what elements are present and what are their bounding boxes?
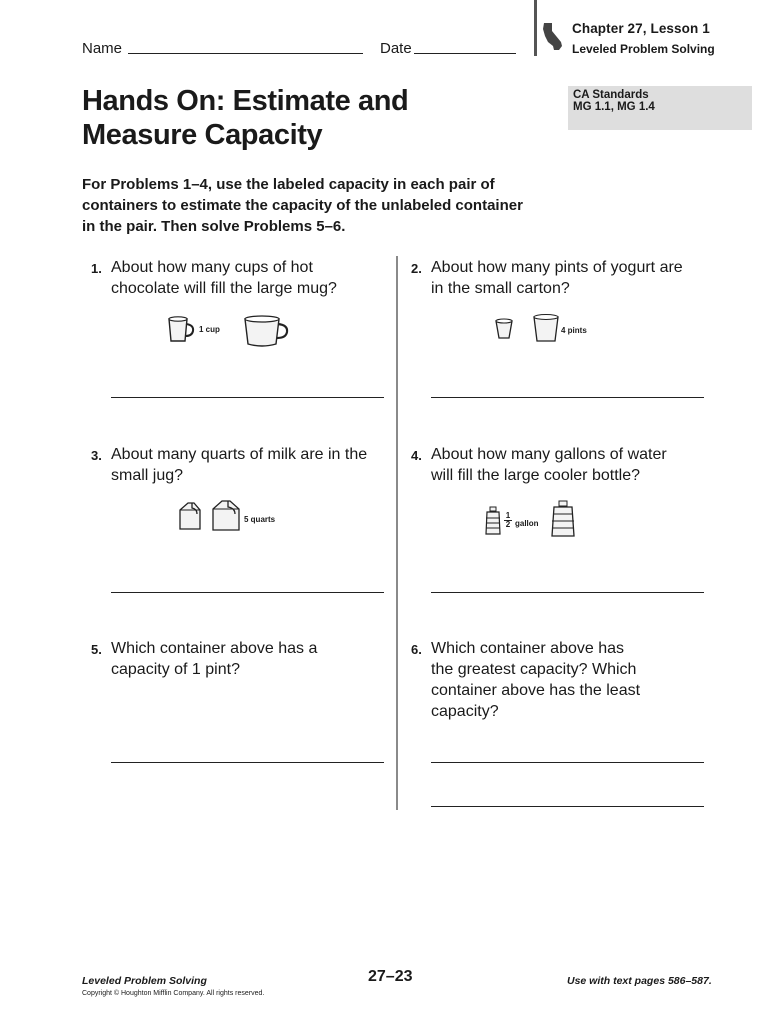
instructions-line-3: in the pair. Then solve Problems 5–6. xyxy=(82,218,346,235)
date-label: Date xyxy=(380,40,412,57)
problem-text-line: About how many pints of yogurt are xyxy=(431,259,683,276)
problem-text-line: capacity of 1 pint? xyxy=(111,661,240,678)
fraction-denominator: 2 xyxy=(505,520,511,529)
lesson-type: Leveled Problem Solving xyxy=(572,42,715,56)
half-fraction xyxy=(504,512,512,529)
problem-text xyxy=(111,638,317,680)
small-jug-icon xyxy=(176,500,204,532)
problem-text-line: small jug? xyxy=(111,467,184,484)
problem-number: 3. xyxy=(91,448,102,463)
problem-number: 1. xyxy=(91,261,102,276)
chapter-title: Chapter 27, Lesson 1 xyxy=(572,21,710,36)
problem-text-line: capacity? xyxy=(431,703,499,720)
problem-text-line: Which container above has xyxy=(431,640,624,657)
problem-text xyxy=(431,638,640,722)
answer-line-3[interactable] xyxy=(111,592,384,593)
problem-number: 5. xyxy=(91,642,102,657)
problem-text-line: Which container above has a xyxy=(111,640,318,657)
name-label: Name xyxy=(82,40,123,57)
california-state-icon xyxy=(542,22,564,52)
date-underline xyxy=(414,53,516,54)
ca-standards-box xyxy=(568,86,752,130)
problem-text-line: in the small carton? xyxy=(431,280,570,297)
instructions-line-2: containers to estimate the capacity of the unlabeled container xyxy=(82,197,523,214)
problem-text xyxy=(431,444,667,486)
problem-text xyxy=(111,257,337,299)
answer-line-1[interactable] xyxy=(111,397,384,398)
cup-mug-icon xyxy=(166,315,196,345)
name-field[interactable] xyxy=(82,40,122,57)
large-jug-icon xyxy=(209,498,243,533)
page-title-line-1: Hands On: Estimate and xyxy=(82,85,409,117)
problem-text-line: the greatest capacity? Which xyxy=(431,661,637,678)
cup-label: 1 cup xyxy=(199,325,220,334)
problem-text-line: About how many cups of hot xyxy=(111,259,313,276)
answer-line-5[interactable] xyxy=(111,762,384,763)
large-mug-icon xyxy=(242,314,290,348)
problem-text-line: will fill the large cooler bottle? xyxy=(431,467,640,484)
answer-line-6b[interactable] xyxy=(431,806,704,807)
carton-label: 4 pints xyxy=(561,326,587,335)
text-pages-reference: Use with text pages 586–587. xyxy=(567,975,712,987)
problem-number: 2. xyxy=(411,261,422,276)
small-carton-icon xyxy=(494,318,514,340)
large-carton-icon xyxy=(532,313,560,343)
ca-standards-title: CA Standards xyxy=(573,89,649,101)
answer-line-4[interactable] xyxy=(431,592,704,593)
name-underline xyxy=(128,53,363,54)
large-cooler-bottle-icon xyxy=(550,500,576,538)
problem-text xyxy=(111,444,367,486)
instructions xyxy=(82,174,582,237)
jug-label: 5 quarts xyxy=(244,515,276,524)
chapter-divider xyxy=(534,0,537,56)
problem-text-line: chocolate will fill the large mug? xyxy=(111,280,337,297)
answer-line-6a[interactable] xyxy=(431,762,704,763)
fraction-numerator: 1 xyxy=(505,511,511,520)
footer-lesson-type: Leveled Problem Solving xyxy=(82,975,207,987)
ca-standards-codes: MG 1.1, MG 1.4 xyxy=(573,101,655,113)
instructions-line-1: For Problems 1–4, use the labeled capacity in each pair of xyxy=(82,176,495,193)
small-water-bottle-icon xyxy=(484,506,502,536)
problem-text-line: About many quarts of milk are in the xyxy=(111,446,368,463)
page-title-line-2: Measure Capacity xyxy=(82,119,323,151)
page-title xyxy=(82,84,408,152)
problem-text-line: About how many gallons of water xyxy=(431,446,667,463)
copyright: Copyright © Houghton Mifflin Company. All rights reserved. xyxy=(82,990,265,997)
problem-text-line: container above has the least xyxy=(431,682,641,699)
chapter-block xyxy=(534,0,770,56)
page-number: 27–23 xyxy=(368,968,413,985)
problem-text xyxy=(431,257,683,299)
answer-line-2[interactable] xyxy=(431,397,704,398)
problem-number: 4. xyxy=(411,448,422,463)
gallon-label: gallon xyxy=(515,519,539,528)
column-divider xyxy=(396,256,398,810)
problem-number: 6. xyxy=(411,642,422,657)
date-field[interactable] xyxy=(380,40,412,57)
